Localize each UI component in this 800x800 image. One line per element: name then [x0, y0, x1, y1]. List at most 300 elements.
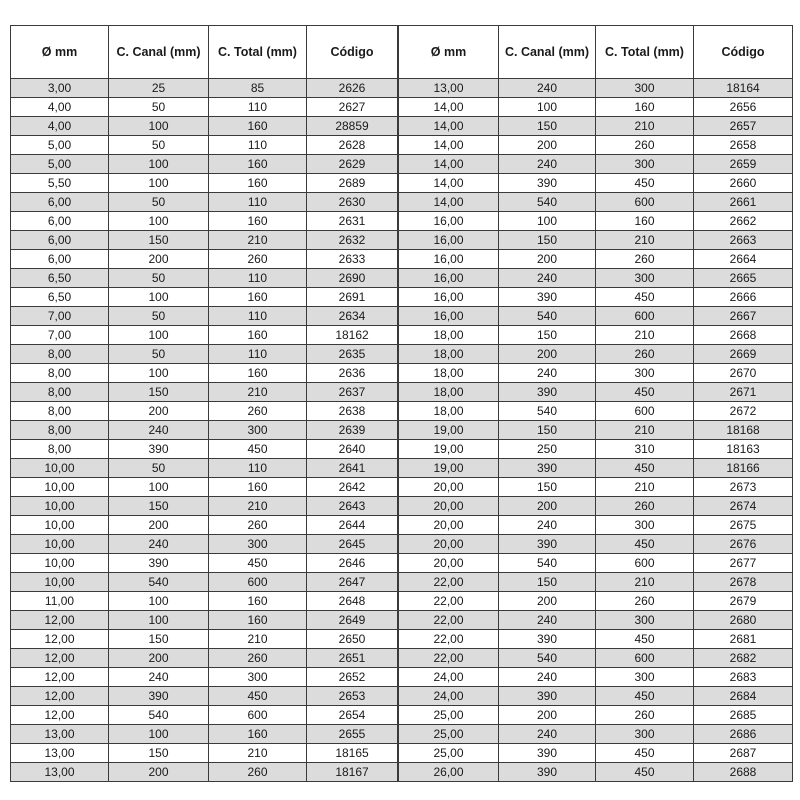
cell-code: 2667 [694, 307, 793, 326]
cell-code: 2654 [307, 706, 398, 725]
table-row [11, 687, 398, 706]
table-row [11, 440, 398, 459]
cell-channel-length: 50 [109, 459, 209, 478]
cell-diameter: 20,00 [399, 516, 499, 535]
table-row [399, 478, 793, 497]
cell-code: 18165 [307, 744, 398, 763]
table-row [399, 231, 793, 250]
table-row [399, 725, 793, 744]
cell-channel-length: 200 [109, 649, 209, 668]
table-row [399, 136, 793, 155]
cell-diameter: 6,00 [11, 231, 109, 250]
cell-diameter: 19,00 [399, 421, 499, 440]
cell-channel-length: 200 [109, 516, 209, 535]
cell-code: 2636 [307, 364, 398, 383]
cell-channel-length: 390 [109, 554, 209, 573]
cell-channel-length: 150 [499, 478, 596, 497]
cell-channel-length: 25 [109, 79, 209, 98]
cell-total-length: 600 [209, 573, 307, 592]
table-row [11, 497, 398, 516]
cell-total-length: 260 [596, 345, 694, 364]
cell-total-length: 210 [596, 478, 694, 497]
table-row [11, 763, 398, 782]
cell-diameter: 16,00 [399, 231, 499, 250]
table-row [399, 516, 793, 535]
cell-total-length: 210 [209, 383, 307, 402]
cell-channel-length: 150 [499, 573, 596, 592]
table-row [11, 573, 398, 592]
cell-channel-length: 240 [499, 516, 596, 535]
cell-total-length: 600 [596, 307, 694, 326]
cell-total-length: 600 [596, 193, 694, 212]
table-row [11, 459, 398, 478]
cell-total-length: 110 [209, 136, 307, 155]
table-row [399, 744, 793, 763]
cell-total-length: 300 [209, 668, 307, 687]
cell-diameter: 16,00 [399, 269, 499, 288]
table-row [11, 478, 398, 497]
table-row [11, 231, 398, 250]
cell-diameter: 10,00 [11, 478, 109, 497]
cell-diameter: 16,00 [399, 250, 499, 269]
cell-code: 2641 [307, 459, 398, 478]
cell-code: 2644 [307, 516, 398, 535]
cell-total-length: 450 [209, 687, 307, 706]
cell-diameter: 10,00 [11, 554, 109, 573]
cell-total-length: 210 [596, 326, 694, 345]
cell-code: 2678 [694, 573, 793, 592]
cell-code: 2671 [694, 383, 793, 402]
cell-code: 2664 [694, 250, 793, 269]
cell-channel-length: 390 [499, 459, 596, 478]
cell-total-length: 160 [209, 288, 307, 307]
cell-code: 2663 [694, 231, 793, 250]
cell-diameter: 5,00 [11, 155, 109, 174]
cell-channel-length: 150 [109, 630, 209, 649]
table-row [399, 440, 793, 459]
cell-total-length: 160 [209, 611, 307, 630]
cell-channel-length: 200 [109, 402, 209, 421]
cell-diameter: 20,00 [399, 478, 499, 497]
table-row [399, 269, 793, 288]
right-product-table [398, 25, 793, 782]
cell-diameter: 5,00 [11, 136, 109, 155]
table-row [11, 706, 398, 725]
cell-diameter: 6,00 [11, 250, 109, 269]
cell-code: 2651 [307, 649, 398, 668]
cell-diameter: 12,00 [11, 668, 109, 687]
cell-diameter: 12,00 [11, 687, 109, 706]
cell-total-length: 260 [209, 649, 307, 668]
cell-channel-length: 390 [499, 744, 596, 763]
cell-diameter: 8,00 [11, 383, 109, 402]
cell-diameter: 25,00 [399, 706, 499, 725]
cell-diameter: 12,00 [11, 611, 109, 630]
cell-code: 2646 [307, 554, 398, 573]
cell-total-length: 210 [596, 573, 694, 592]
cell-diameter: 19,00 [399, 440, 499, 459]
table-row [399, 649, 793, 668]
table-row [399, 307, 793, 326]
cell-diameter: 6,00 [11, 212, 109, 231]
cell-code: 2647 [307, 573, 398, 592]
table-row [11, 79, 398, 98]
col-total-length-header: C. Total (mm) [209, 26, 307, 79]
cell-diameter: 18,00 [399, 326, 499, 345]
cell-total-length: 450 [596, 288, 694, 307]
cell-code: 18167 [307, 763, 398, 782]
cell-code: 2691 [307, 288, 398, 307]
cell-code: 2655 [307, 725, 398, 744]
cell-code: 2680 [694, 611, 793, 630]
table-row [11, 269, 398, 288]
cell-total-length: 260 [596, 497, 694, 516]
table-row [399, 402, 793, 421]
cell-diameter: 19,00 [399, 459, 499, 478]
cell-code: 2630 [307, 193, 398, 212]
cell-code: 2628 [307, 136, 398, 155]
cell-code: 2661 [694, 193, 793, 212]
cell-diameter: 22,00 [399, 630, 499, 649]
cell-code: 2635 [307, 345, 398, 364]
cell-code: 2632 [307, 231, 398, 250]
cell-diameter: 14,00 [399, 193, 499, 212]
table-row [399, 687, 793, 706]
cell-diameter: 13,00 [11, 725, 109, 744]
cell-total-length: 160 [209, 326, 307, 345]
cell-total-length: 600 [209, 706, 307, 725]
cell-channel-length: 50 [109, 345, 209, 364]
cell-diameter: 14,00 [399, 117, 499, 136]
cell-code: 2639 [307, 421, 398, 440]
cell-channel-length: 390 [499, 383, 596, 402]
right-table-body [399, 79, 793, 782]
table-row [11, 98, 398, 117]
cell-code: 2674 [694, 497, 793, 516]
cell-channel-length: 50 [109, 98, 209, 117]
table-row [399, 535, 793, 554]
cell-code: 2658 [694, 136, 793, 155]
cell-diameter: 8,00 [11, 345, 109, 364]
cell-total-length: 260 [596, 250, 694, 269]
cell-channel-length: 200 [109, 250, 209, 269]
cell-code: 2657 [694, 117, 793, 136]
cell-diameter: 6,00 [11, 193, 109, 212]
table-row [399, 98, 793, 117]
cell-total-length: 300 [596, 725, 694, 744]
cell-diameter: 6,50 [11, 288, 109, 307]
table-row [399, 326, 793, 345]
cell-diameter: 13,00 [11, 744, 109, 763]
col-code-header: Código [694, 26, 793, 79]
table-row [399, 459, 793, 478]
cell-total-length: 300 [596, 79, 694, 98]
cell-code: 18164 [694, 79, 793, 98]
cell-channel-length: 240 [499, 725, 596, 744]
cell-total-length: 450 [596, 630, 694, 649]
cell-diameter: 20,00 [399, 535, 499, 554]
cell-code: 2683 [694, 668, 793, 687]
table-row [399, 79, 793, 98]
cell-total-length: 85 [209, 79, 307, 98]
table-row [11, 744, 398, 763]
cell-code: 2665 [694, 269, 793, 288]
cell-channel-length: 250 [499, 440, 596, 459]
table-row [11, 611, 398, 630]
left-table-header [11, 26, 398, 79]
cell-diameter: 22,00 [399, 592, 499, 611]
cell-total-length: 260 [596, 592, 694, 611]
cell-total-length: 450 [596, 535, 694, 554]
table-row [11, 402, 398, 421]
cell-channel-length: 540 [499, 307, 596, 326]
cell-diameter: 7,00 [11, 307, 109, 326]
cell-channel-length: 50 [109, 136, 209, 155]
cell-total-length: 300 [596, 155, 694, 174]
table-row [399, 763, 793, 782]
cell-channel-length: 240 [499, 155, 596, 174]
table-row [399, 668, 793, 687]
cell-diameter: 25,00 [399, 744, 499, 763]
table-row [399, 497, 793, 516]
cell-channel-length: 150 [109, 497, 209, 516]
table-row [399, 383, 793, 402]
cell-total-length: 210 [596, 117, 694, 136]
cell-code: 2675 [694, 516, 793, 535]
col-diameter-header: Ø mm [11, 26, 109, 79]
cell-total-length: 110 [209, 345, 307, 364]
left-product-table [10, 25, 398, 782]
cell-total-length: 160 [209, 725, 307, 744]
cell-channel-length: 100 [109, 364, 209, 383]
cell-code: 2662 [694, 212, 793, 231]
cell-channel-length: 150 [109, 744, 209, 763]
cell-diameter: 12,00 [11, 630, 109, 649]
table-row [399, 364, 793, 383]
table-row [399, 592, 793, 611]
cell-diameter: 4,00 [11, 117, 109, 136]
cell-total-length: 110 [209, 193, 307, 212]
cell-diameter: 22,00 [399, 649, 499, 668]
cell-channel-length: 100 [109, 155, 209, 174]
cell-channel-length: 240 [109, 668, 209, 687]
cell-diameter: 20,00 [399, 497, 499, 516]
table-row [11, 174, 398, 193]
cell-diameter: 13,00 [11, 763, 109, 782]
col-channel-length-header: C. Canal (mm) [499, 26, 596, 79]
cell-total-length: 260 [209, 402, 307, 421]
header-row [11, 26, 398, 79]
cell-total-length: 210 [596, 231, 694, 250]
cell-channel-length: 100 [109, 117, 209, 136]
table-row [11, 212, 398, 231]
cell-channel-length: 200 [499, 592, 596, 611]
cell-total-length: 300 [596, 611, 694, 630]
cell-code: 18166 [694, 459, 793, 478]
cell-diameter: 18,00 [399, 402, 499, 421]
cell-diameter: 22,00 [399, 573, 499, 592]
cell-total-length: 110 [209, 98, 307, 117]
cell-code: 2640 [307, 440, 398, 459]
cell-channel-length: 50 [109, 307, 209, 326]
cell-code: 2631 [307, 212, 398, 231]
cell-code: 2637 [307, 383, 398, 402]
header-row [399, 26, 793, 79]
cell-diameter: 20,00 [399, 554, 499, 573]
cell-diameter: 22,00 [399, 611, 499, 630]
cell-diameter: 8,00 [11, 402, 109, 421]
table-row [399, 611, 793, 630]
cell-total-length: 300 [596, 364, 694, 383]
cell-total-length: 160 [209, 155, 307, 174]
cell-diameter: 8,00 [11, 440, 109, 459]
left-table-body [11, 79, 398, 782]
cell-channel-length: 390 [499, 687, 596, 706]
cell-diameter: 18,00 [399, 383, 499, 402]
col-total-length-header: C. Total (mm) [596, 26, 694, 79]
cell-channel-length: 390 [499, 174, 596, 193]
cell-channel-length: 150 [109, 383, 209, 402]
cell-total-length: 310 [596, 440, 694, 459]
cell-diameter: 12,00 [11, 706, 109, 725]
cell-channel-length: 240 [499, 611, 596, 630]
cell-diameter: 6,50 [11, 269, 109, 288]
table-row [399, 554, 793, 573]
cell-code: 18168 [694, 421, 793, 440]
cell-code: 2627 [307, 98, 398, 117]
cell-channel-length: 540 [109, 706, 209, 725]
cell-total-length: 450 [596, 687, 694, 706]
cell-channel-length: 100 [109, 174, 209, 193]
table-row [399, 706, 793, 725]
cell-code: 2659 [694, 155, 793, 174]
cell-total-length: 160 [209, 117, 307, 136]
cell-code: 18163 [694, 440, 793, 459]
cell-diameter: 14,00 [399, 136, 499, 155]
cell-total-length: 450 [596, 763, 694, 782]
cell-diameter: 16,00 [399, 307, 499, 326]
table-row [11, 364, 398, 383]
col-channel-length-header: C. Canal (mm) [109, 26, 209, 79]
cell-diameter: 16,00 [399, 288, 499, 307]
cell-code: 2638 [307, 402, 398, 421]
cell-diameter: 11,00 [11, 592, 109, 611]
cell-channel-length: 540 [499, 193, 596, 212]
cell-diameter: 14,00 [399, 155, 499, 174]
cell-total-length: 110 [209, 307, 307, 326]
cell-channel-length: 540 [109, 573, 209, 592]
cell-diameter: 24,00 [399, 687, 499, 706]
table-row [11, 288, 398, 307]
table-row [399, 421, 793, 440]
cell-total-length: 260 [596, 136, 694, 155]
table-row [11, 421, 398, 440]
cell-code: 2673 [694, 478, 793, 497]
cell-total-length: 450 [596, 459, 694, 478]
cell-total-length: 210 [596, 421, 694, 440]
cell-total-length: 450 [209, 440, 307, 459]
table-row [11, 649, 398, 668]
cell-diameter: 8,00 [11, 421, 109, 440]
cell-total-length: 210 [209, 231, 307, 250]
cell-channel-length: 200 [499, 706, 596, 725]
cell-diameter: 14,00 [399, 98, 499, 117]
cell-code: 2650 [307, 630, 398, 649]
table-row [11, 117, 398, 136]
cell-total-length: 160 [209, 364, 307, 383]
cell-channel-length: 100 [109, 592, 209, 611]
cell-total-length: 260 [596, 706, 694, 725]
table-row [11, 535, 398, 554]
cell-diameter: 5,50 [11, 174, 109, 193]
cell-channel-length: 390 [499, 288, 596, 307]
cell-channel-length: 50 [109, 193, 209, 212]
cell-code: 28859 [307, 117, 398, 136]
table-row [399, 345, 793, 364]
cell-total-length: 160 [596, 98, 694, 117]
cell-code: 2682 [694, 649, 793, 668]
table-row [399, 212, 793, 231]
cell-channel-length: 390 [109, 440, 209, 459]
cell-channel-length: 150 [499, 231, 596, 250]
cell-diameter: 25,00 [399, 725, 499, 744]
cell-diameter: 14,00 [399, 174, 499, 193]
cell-code: 2679 [694, 592, 793, 611]
cell-total-length: 110 [209, 269, 307, 288]
cell-channel-length: 150 [499, 421, 596, 440]
cell-channel-length: 540 [499, 649, 596, 668]
cell-channel-length: 540 [499, 554, 596, 573]
cell-code: 2649 [307, 611, 398, 630]
cell-code: 2666 [694, 288, 793, 307]
cell-code: 2645 [307, 535, 398, 554]
cell-diameter: 8,00 [11, 364, 109, 383]
cell-total-length: 260 [209, 516, 307, 535]
cell-code: 2643 [307, 497, 398, 516]
cell-code: 2642 [307, 478, 398, 497]
cell-channel-length: 150 [499, 117, 596, 136]
cell-total-length: 300 [209, 535, 307, 554]
cell-code: 2684 [694, 687, 793, 706]
col-code-header: Código [307, 26, 398, 79]
cell-channel-length: 390 [109, 687, 209, 706]
cell-diameter: 7,00 [11, 326, 109, 345]
cell-diameter: 18,00 [399, 364, 499, 383]
cell-code: 2677 [694, 554, 793, 573]
cell-total-length: 160 [209, 174, 307, 193]
table-row [399, 155, 793, 174]
cell-channel-length: 200 [499, 497, 596, 516]
cell-total-length: 160 [209, 592, 307, 611]
cell-code: 2633 [307, 250, 398, 269]
cell-channel-length: 540 [499, 402, 596, 421]
cell-channel-length: 100 [499, 98, 596, 117]
cell-total-length: 600 [596, 554, 694, 573]
cell-channel-length: 50 [109, 269, 209, 288]
table-row [11, 307, 398, 326]
cell-code: 2626 [307, 79, 398, 98]
cell-total-length: 210 [209, 630, 307, 649]
cell-channel-length: 150 [499, 326, 596, 345]
cell-diameter: 4,00 [11, 98, 109, 117]
cell-diameter: 26,00 [399, 763, 499, 782]
table-row [399, 288, 793, 307]
cell-code: 2681 [694, 630, 793, 649]
table-row [11, 383, 398, 402]
cell-total-length: 260 [209, 250, 307, 269]
table-row [11, 668, 398, 687]
cell-total-length: 210 [209, 744, 307, 763]
